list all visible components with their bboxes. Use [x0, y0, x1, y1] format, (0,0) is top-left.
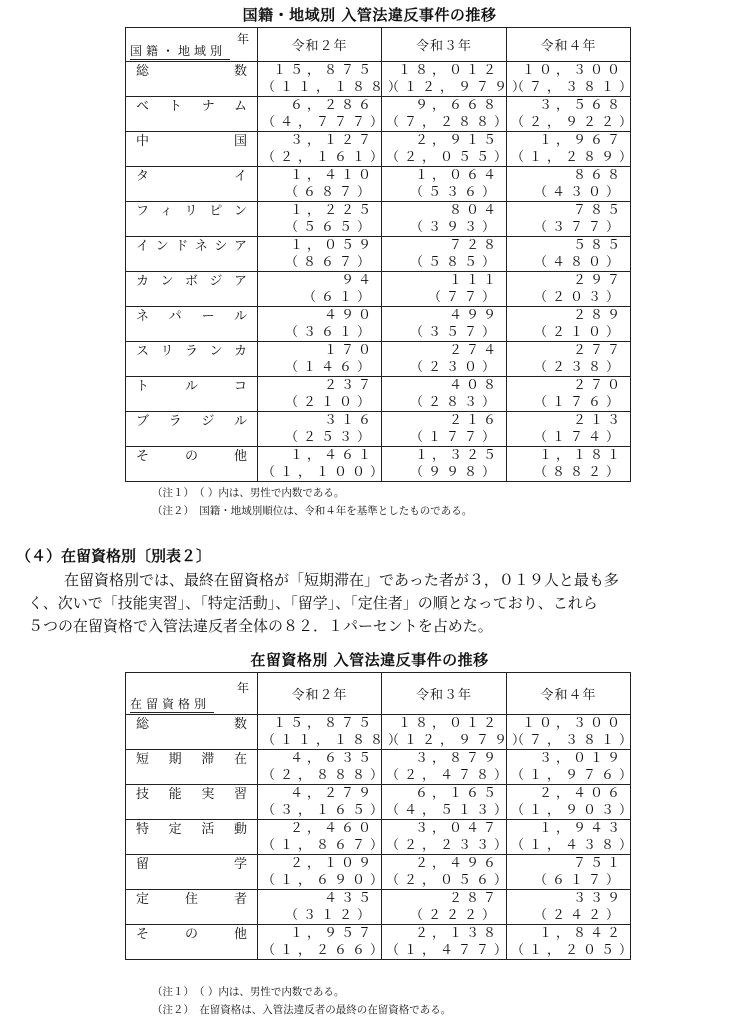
total-value: ２８７: [448, 891, 500, 906]
value-cell: [382, 62, 531, 97]
male-value: （６１）: [302, 290, 375, 305]
total-value: ３，０４７: [414, 821, 500, 836]
value-cell: [258, 785, 389, 820]
male-value: （２，０５５）: [386, 150, 513, 165]
table2-caption: 在留資格別 入管法違反事件の推移: [250, 651, 489, 669]
male-value: （２，８８８）: [262, 768, 389, 783]
row-label: ネパール: [126, 307, 258, 342]
value-cell: [382, 342, 507, 377]
table1: [125, 27, 638, 482]
table-row: [126, 412, 631, 447]
total-value: ２７４: [448, 343, 500, 358]
value-cell: [258, 890, 382, 925]
table-row: [126, 855, 631, 890]
total-value: ７８５: [572, 203, 624, 218]
total-value: ６，２８６: [289, 98, 375, 113]
table2-corner-year: 年: [236, 681, 249, 695]
total-value: ２７７: [572, 343, 624, 358]
male-value: （１２，９７９）: [386, 733, 531, 748]
total-value: ８６８: [572, 168, 624, 183]
value-cell: [258, 412, 382, 447]
male-value: （１，９７６）: [511, 768, 638, 783]
table1-year-header: 令和３年: [382, 28, 507, 62]
male-value: （２１０）: [284, 395, 375, 410]
value-cell: [258, 97, 389, 132]
total-value: １８，０１２: [397, 63, 500, 78]
total-value: ２，４９６: [414, 856, 500, 871]
male-value: （１，９０３）: [511, 803, 638, 818]
value-cell: [507, 342, 631, 377]
table-row: [126, 377, 631, 412]
value-cell: [382, 307, 507, 342]
table2-year-header: 令和３年: [382, 673, 507, 715]
table-row: [126, 715, 631, 750]
value-cell: [258, 237, 382, 272]
total-value: １，４６１: [289, 448, 375, 463]
paragraph-line: く、次いで「技能実習」、「特定活動」、「留学」、「定住者」の順となっており、これら: [28, 594, 598, 612]
total-value: ３，８７９: [414, 751, 500, 766]
total-value: ２，９１５: [414, 133, 500, 148]
total-value: ９４: [340, 273, 375, 288]
male-value: （１２，９７９）: [386, 80, 531, 95]
total-value: １０，３００: [521, 716, 624, 731]
value-cell: [258, 820, 389, 855]
male-value: （２，９２２）: [511, 115, 638, 130]
row-label: 特定活動: [126, 820, 258, 855]
male-value: （５３６）: [409, 185, 500, 200]
total-value: １８，０１２: [397, 716, 500, 731]
total-value: ４３５: [323, 891, 375, 906]
male-value: （１，２８９）: [511, 150, 638, 165]
male-value: （４，５１３）: [386, 803, 513, 818]
total-value: １０，３００: [521, 63, 624, 78]
value-cell: [258, 750, 389, 785]
male-value: （３１２）: [284, 908, 375, 923]
value-cell: [382, 97, 513, 132]
total-value: １７０: [323, 343, 375, 358]
total-value: １，８４２: [538, 926, 624, 941]
total-value: ２８９: [572, 308, 624, 323]
value-cell: [382, 715, 531, 750]
total-value: ２，４０６: [538, 786, 624, 801]
row-label: トルコ: [126, 377, 258, 412]
value-cell: [382, 237, 507, 272]
table1-corner-header: [126, 28, 258, 62]
total-value: ２１６: [448, 413, 500, 428]
male-value: （８８２）: [533, 465, 624, 480]
male-value: （５６５）: [284, 220, 375, 235]
value-cell: [507, 785, 638, 820]
male-value: （２，４７８）: [386, 768, 513, 783]
value-cell: [507, 447, 631, 482]
value-cell: [507, 307, 631, 342]
value-cell: [258, 272, 382, 307]
value-cell: [507, 412, 631, 447]
male-value: （１１，１８８）: [262, 80, 407, 95]
total-value: ５８５: [572, 238, 624, 253]
total-value: １，１８１: [538, 448, 624, 463]
value-cell: [382, 890, 507, 925]
value-cell: [258, 167, 382, 202]
male-value: （７７）: [427, 290, 500, 305]
table-row: [126, 447, 631, 482]
male-value: （３５７）: [409, 325, 500, 340]
male-value: （２０３）: [533, 290, 624, 305]
male-value: （１，８６７）: [262, 838, 389, 853]
male-value: （５８５）: [409, 255, 500, 270]
total-value: １５，８７５: [272, 716, 375, 731]
value-cell: [507, 750, 638, 785]
male-value: （３７７）: [533, 220, 624, 235]
total-value: １，９５７: [289, 926, 375, 941]
male-value: （１，４７７）: [386, 943, 513, 958]
row-label: 留学: [126, 855, 258, 890]
male-value: （１，２６６）: [262, 943, 389, 958]
total-value: ２，１３８: [414, 926, 500, 941]
total-value: ３，１２７: [289, 133, 375, 148]
male-value: （２２２）: [409, 908, 500, 923]
value-cell: [507, 377, 631, 412]
section-heading: （４）在留資格別〔別表２〕: [16, 547, 212, 565]
total-value: ４，６３５: [289, 751, 375, 766]
table-row: [126, 307, 631, 342]
male-value: （７，２８８）: [386, 115, 513, 130]
value-cell: [507, 202, 631, 237]
value-cell: [507, 272, 631, 307]
value-cell: [258, 202, 382, 237]
table1-note-2: （注２） 国籍・地域別順位は、令和４年を基準としたものである。: [152, 505, 473, 517]
value-cell: [258, 377, 382, 412]
male-value: （１７７）: [409, 430, 500, 445]
value-cell: [382, 925, 513, 960]
value-cell: [382, 132, 513, 167]
table1-caption: 国籍・地域別 入管法違反事件の推移: [242, 6, 497, 24]
table2-year-header: 令和４年: [507, 673, 631, 715]
total-value: １，２２５: [289, 203, 375, 218]
male-value: （１，２０５）: [511, 943, 638, 958]
table-row: [126, 785, 631, 820]
value-cell: [507, 97, 638, 132]
value-cell: [258, 855, 389, 890]
value-cell: [258, 342, 382, 377]
total-value: ４０８: [448, 378, 500, 393]
value-cell: [507, 715, 638, 750]
male-value: （１７４）: [533, 430, 624, 445]
value-cell: [258, 447, 389, 482]
male-value: （２８３）: [409, 395, 500, 410]
male-value: （８６７）: [284, 255, 375, 270]
total-value: ２，４６０: [289, 821, 375, 836]
row-label: インドネシア: [126, 237, 258, 272]
value-cell: [382, 202, 507, 237]
value-cell: [258, 62, 407, 97]
table2-corner-label: 在留資格別: [130, 697, 214, 713]
total-value: ２，１０９: [289, 856, 375, 871]
total-value: ９，６６８: [414, 98, 500, 113]
value-cell: [382, 785, 513, 820]
paragraph-line: 在留資格別では、最終在留資格が「短期滞在」であった者が３，０１９人と最も多: [64, 571, 619, 589]
total-value: ２７０: [572, 378, 624, 393]
table2: [125, 672, 638, 960]
total-value: ４９９: [448, 308, 500, 323]
total-value: ６，１６５: [414, 786, 500, 801]
row-label: カンボジア: [126, 272, 258, 307]
value-cell: [507, 925, 638, 960]
total-value: １，９４３: [538, 821, 624, 836]
row-label: 総数: [126, 62, 258, 97]
male-value: （４，７７７）: [262, 115, 389, 130]
male-value: （２３８）: [533, 360, 624, 375]
male-value: （１，１００）: [262, 465, 389, 480]
table-row: [126, 237, 631, 272]
table2-note-2: （注２） 在留資格は、入管法違反者の最終の在留資格である。: [152, 1004, 452, 1016]
total-value: ３，０１９: [538, 751, 624, 766]
total-value: １，０５９: [289, 238, 375, 253]
value-cell: [382, 272, 507, 307]
total-value: ４，２７９: [289, 786, 375, 801]
value-cell: [258, 715, 407, 750]
row-label: ベトナム: [126, 97, 258, 132]
row-label: ブラジル: [126, 412, 258, 447]
total-value: ２９７: [572, 273, 624, 288]
total-value: １，４１０: [289, 168, 375, 183]
row-label: その他: [126, 925, 258, 960]
value-cell: [382, 820, 513, 855]
value-cell: [258, 132, 389, 167]
row-label: フィリピン: [126, 202, 258, 237]
table-row: [126, 97, 631, 132]
male-value: （２，０５６）: [386, 873, 513, 888]
table1-corner-year: 年: [236, 32, 249, 46]
total-value: ７５１: [572, 856, 624, 871]
value-cell: [507, 237, 631, 272]
value-cell: [507, 132, 638, 167]
table2-corner-header: [126, 673, 258, 715]
value-cell: [382, 412, 507, 447]
row-label: その他: [126, 447, 258, 482]
male-value: （３９３）: [409, 220, 500, 235]
value-cell: [258, 925, 389, 960]
row-label: 中国: [126, 132, 258, 167]
male-value: （４３０）: [533, 185, 624, 200]
value-cell: [507, 890, 631, 925]
total-value: ７２８: [448, 238, 500, 253]
paragraph-line: ５つの在留資格で入管法違反者全体の８２．１パーセントを占めた。: [28, 617, 493, 635]
table1-corner-label: 国籍・地域別: [130, 44, 230, 60]
male-value: （３，１６５）: [262, 803, 389, 818]
table-row: [126, 890, 631, 925]
row-label: スリランカ: [126, 342, 258, 377]
male-value: （２３０）: [409, 360, 500, 375]
total-value: ３，５６８: [538, 98, 624, 113]
value-cell: [382, 750, 513, 785]
row-label: 技能実習: [126, 785, 258, 820]
total-value: １，９６７: [538, 133, 624, 148]
value-cell: [507, 820, 638, 855]
male-value: （２，２３３）: [386, 838, 513, 853]
male-value: （１，４３８）: [511, 838, 638, 853]
table2-note-1: （注１） （ ）内は、男性で内数である。: [152, 986, 345, 998]
male-value: （３６１）: [284, 325, 375, 340]
table1-year-header: 令和２年: [258, 28, 382, 62]
row-label: タイ: [126, 167, 258, 202]
male-value: （２，１６１）: [262, 150, 389, 165]
value-cell: [258, 307, 382, 342]
male-value: （１，６９０）: [262, 873, 389, 888]
total-value: ２３７: [323, 378, 375, 393]
table-row: [126, 167, 631, 202]
row-label: 短期滞在: [126, 750, 258, 785]
value-cell: [382, 377, 507, 412]
male-value: （４８０）: [533, 255, 624, 270]
table1-note-1: （注１） （ ）内は、男性で内数である。: [152, 487, 345, 499]
row-label: 総数: [126, 715, 258, 750]
male-value: （６８７）: [284, 185, 375, 200]
male-value: （７，３８１）: [511, 80, 638, 95]
table-row: [126, 272, 631, 307]
total-value: ８０４: [448, 203, 500, 218]
table1-header-row: [126, 28, 631, 62]
male-value: （７，３８１）: [511, 733, 638, 748]
value-cell: [382, 855, 513, 890]
table-row: [126, 62, 631, 97]
total-value: １１１: [448, 273, 500, 288]
table1-year-header: 令和４年: [507, 28, 631, 62]
value-cell: [507, 167, 631, 202]
row-label: 定住者: [126, 890, 258, 925]
total-value: ４９０: [323, 308, 375, 323]
table-row: [126, 342, 631, 377]
male-value: （１１，１８８）: [262, 733, 407, 748]
total-value: １，３２５: [414, 448, 500, 463]
value-cell: [507, 855, 631, 890]
table-row: [126, 132, 631, 167]
value-cell: [507, 62, 638, 97]
table-row: [126, 820, 631, 855]
table2-year-header: 令和２年: [258, 673, 382, 715]
table-row: [126, 750, 631, 785]
total-value: ３３９: [572, 891, 624, 906]
table-row: [126, 202, 631, 237]
male-value: （９９８）: [409, 465, 500, 480]
male-value: （２１０）: [533, 325, 624, 340]
total-value: ３１６: [323, 413, 375, 428]
section-paragraph: [28, 569, 726, 638]
total-value: １５，８７５: [272, 63, 375, 78]
male-value: （２４２）: [533, 908, 624, 923]
value-cell: [382, 167, 507, 202]
male-value: （１７６）: [533, 395, 624, 410]
total-value: ２１３: [572, 413, 624, 428]
male-value: （２５３）: [284, 430, 375, 445]
male-value: （６１７）: [533, 873, 624, 888]
table-row: [126, 925, 631, 960]
male-value: （１４６）: [284, 360, 375, 375]
total-value: １，０６４: [414, 168, 500, 183]
table2-header-row: [126, 673, 631, 715]
value-cell: [382, 447, 507, 482]
